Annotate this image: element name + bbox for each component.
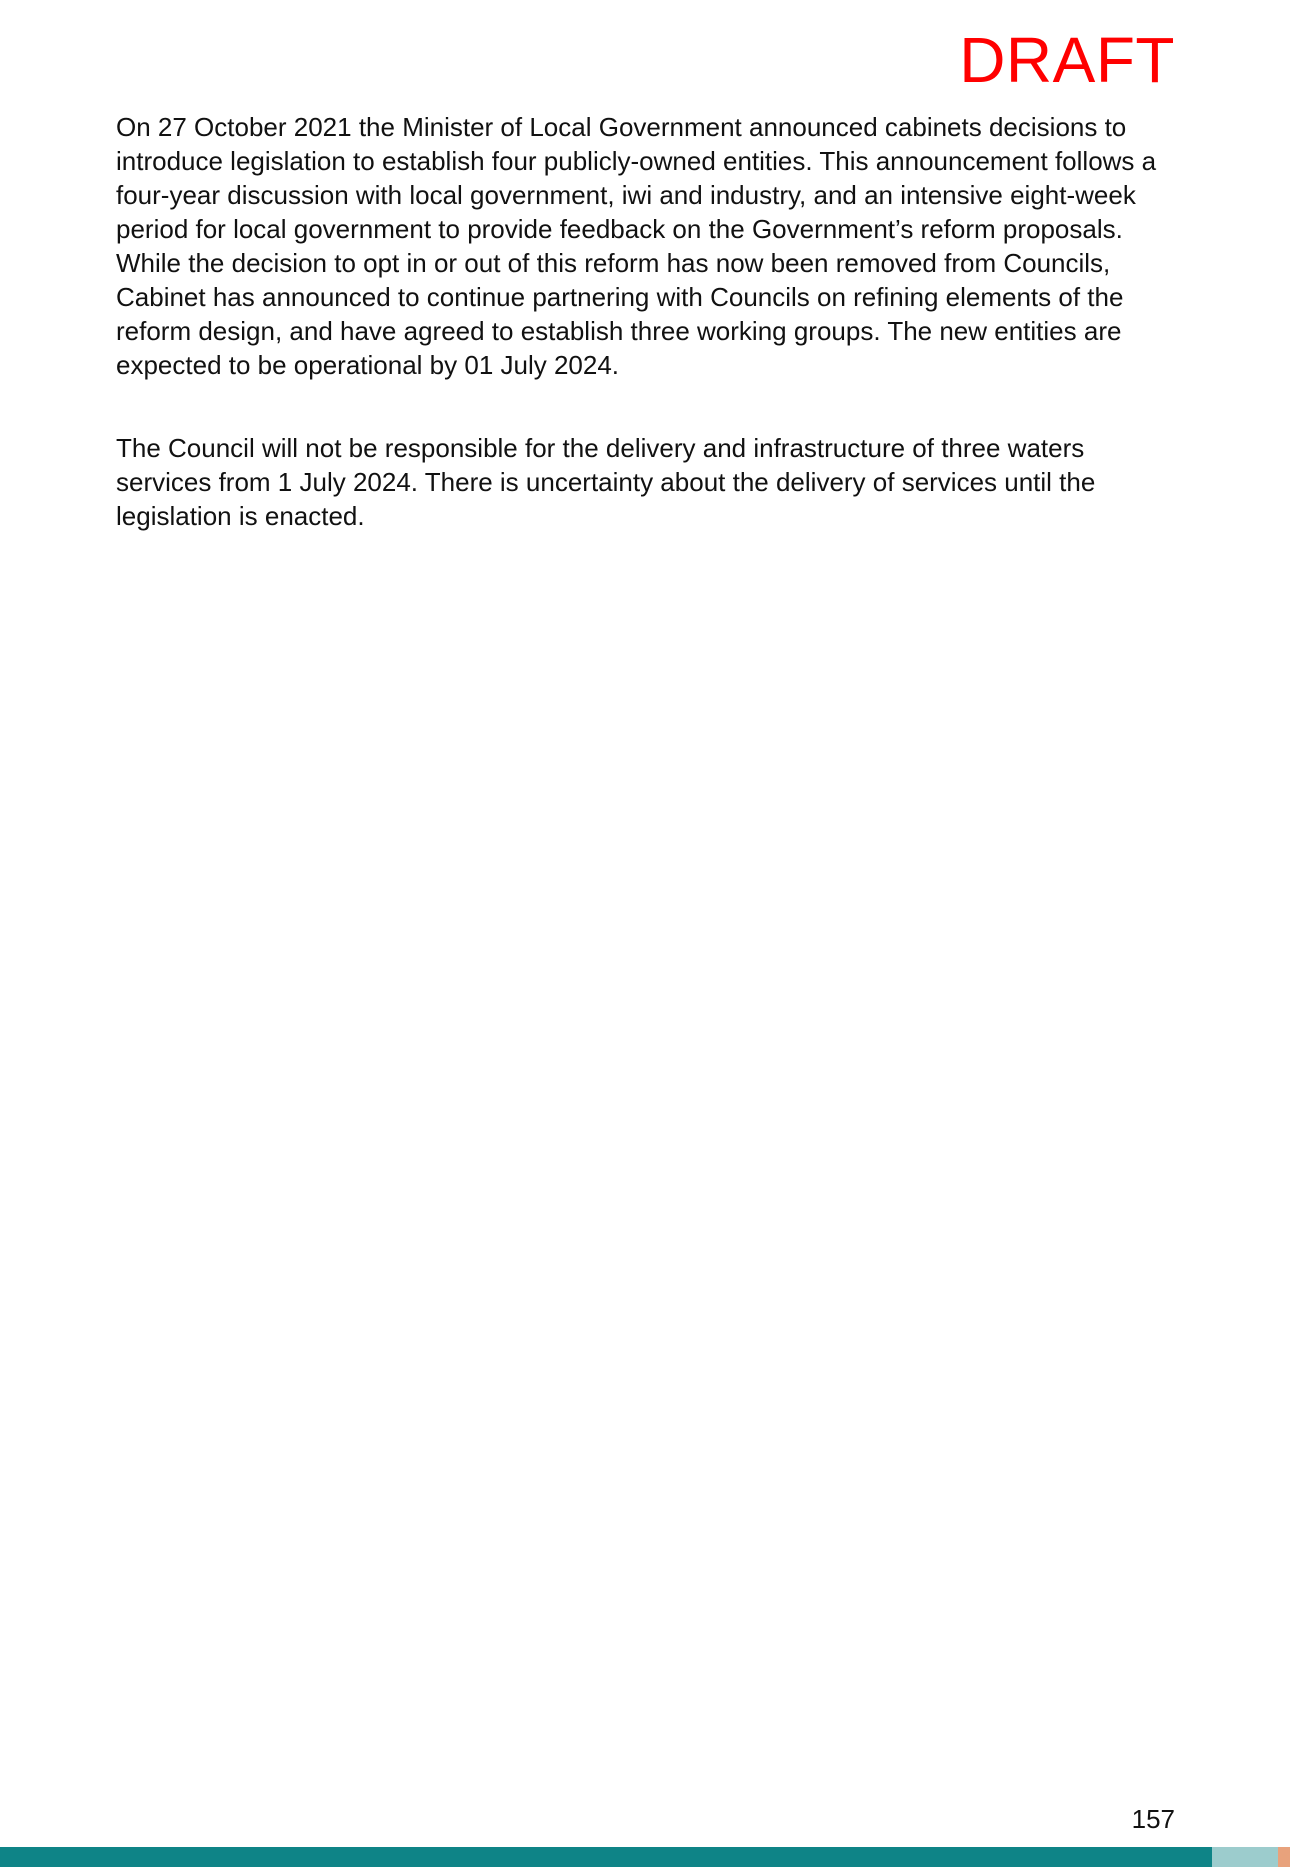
footer-bar-teal-segment (0, 1847, 1212, 1867)
footer-bar-accent-segment (1278, 1847, 1290, 1867)
paragraph-council-responsibility: The Council will not be responsible for the delivery and infrastructure of three waters services from 1 July 2024. There is uncertainty about the delivery of services until the legislation is enacted. (116, 433, 1096, 531)
page-number: 157 (1131, 1804, 1175, 1834)
draft-watermark: DRAFT (959, 24, 1175, 96)
paragraph-reform-announcement: On 27 October 2021 the Minister of Local Government announced cabinets decisions to introduce legislation to establish four publicly-owned entities. This announcement follows a four-year discussion with local government, iwi and industry, and an intensive eight-week period for local government to provide feedback on the Government’s reform proposals. While the decision to opt in or out of this reform has now been removed from Councils, Cabinet has announced to continue partnering with Councils on refining elements of the reform design, and have agreed to establish three working groups. The new entities are expected to be operational by 01 July 2024. (116, 112, 1157, 380)
footer-color-bar (0, 1847, 1290, 1867)
document-body (116, 110, 1178, 533)
footer-bar-light-teal-segment (1212, 1847, 1278, 1867)
